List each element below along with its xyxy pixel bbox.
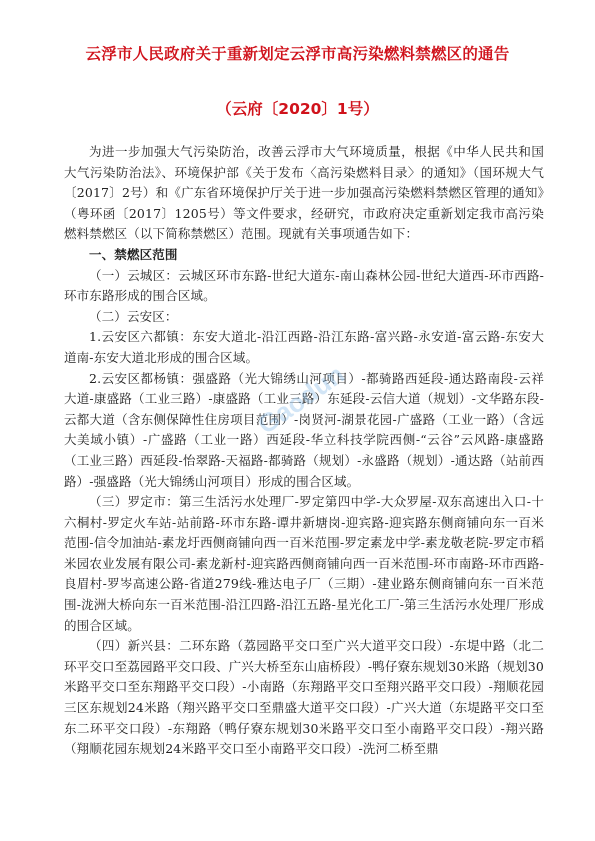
paragraph-liudu: 1.云安区六都镇：东安大道北-沿江西路-沿江东路-富兴路-永安道-富云路-东安大道南-东安大道北形成的围合区域。 bbox=[64, 329, 544, 365]
svg-text:Gaodun: Gaodun bbox=[252, 358, 350, 440]
paragraph-duyang: 2.云安区都杨镇：强盛路（光大锦绣山河项目）-都骑路西延段-通达路南段-云祥大道-康盛路（工业三路）-康盛路（工业三路）东延段-云信大道（规划）-文华路东段-云都大道（含东侧保障性住房项目范围）-岗贤河-湖景花园-广盛路（工业一路）（含远大美域小镇）-广盛路（工业一路）西延段-华立科技学院西侧-“云谷”云风路-康盛路（工业三路）西延段-怡翠路-天福路-都骑路（规划）-永盛路（规划）-通达路（站前西路）-强盛路（光大锦绣山河项目）形成的围合区域。 bbox=[64, 370, 544, 489]
document-number: （云府〔2020〕1号） bbox=[216, 100, 379, 118]
paragraph-yunan: （二）云安区： bbox=[89, 308, 178, 324]
intro-paragraph: 为进一步加强大气污染防治，改善云浮市大气环境质量，根据《中华人民共和国大气污染防治法》、环境保护部《关于发布〈高污染燃料目录〉的通知》（国环规大气〔2017〕2号）和《广东省环境保护厅关于进一步加强高污染燃料禁燃区管理的通知》（粤环函〔2017〕1205号）等文件要求，经研究，市政府决定重新划定我市高污染燃料禁燃区（以下简称禁燃区）范围。现就有关事项通告如下： bbox=[64, 144, 544, 242]
document-body bbox=[64, 142, 544, 760]
paragraph-xinxing: （四）新兴县：二环东路（荔园路平交口至广兴大道平交口段）-东堤中路（北二环平交口至荔园路平交口段、广兴大桥至东山庙桥段）-鸭仔寮东规划30米路（规划30米路平交口至东翔路平交口段）-小南路（东翔路平交口至翔兴路平交口段）-翔顺花园三区东规划24米路（翔兴路平交口至鼎盛大道平交口段）-广兴大道（东堤路平交口至东二环平交口段）-东翔路（鸭仔寮东规划30米路平交口至小南路平交口段）-翔兴路（翔顺花园东规划24米路平交口至小南路平交口段）-洗河二桥至鼎 bbox=[64, 638, 544, 757]
paragraph-yuncheng: （一）云城区：云城区环市东路-世纪大道东-南山森林公园-世纪大道西-环市西路-环市东路形成的围合区域。 bbox=[64, 267, 544, 304]
document-title: 云浮市人民政府关于重新划定云浮市高污染燃料禁燃区的通告 bbox=[85, 45, 510, 63]
section-heading: 一、禁燃区范围 bbox=[89, 246, 178, 262]
paragraph-luoding: （三）罗定市：第三生活污水处理厂-罗定第四中学-大众罗屋-双东高速出入口-十六桐村-罗定火车站-站前路-环市东路-谭井新塘岗-迎宾路-迎宾路东侧商铺向东一百米范围-信令加油站-素龙圩西侧商铺向西一百米范围-罗定素龙中学-素龙敬老院-罗定市稻米园农业发展有限公司-素龙新村-迎宾路西侧商铺向西一百米范围-环市南路-环市西路-良眉村-罗岑高速公路-省道279线-雅达电子厂（三期）-建业路东侧商铺向东一百米范围-泷洲大桥向东一百米范围-沿江四路-沿江五路-星光化工厂-第三生活污水处理厂形成的围合区域。 bbox=[64, 494, 544, 633]
